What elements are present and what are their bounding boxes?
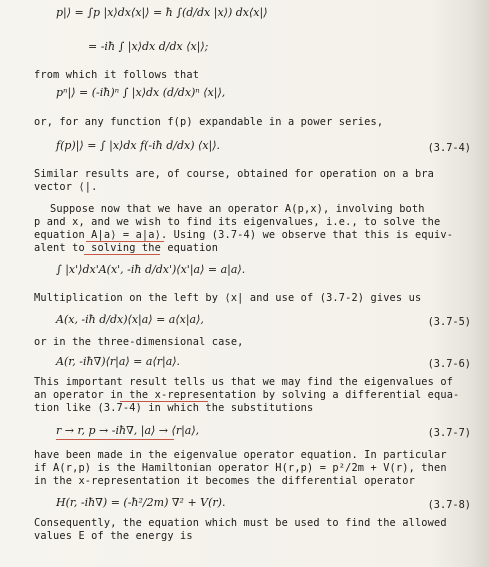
text-line: vector ⟨|. [34,181,98,193]
equation-eigen-r: A(r, -iħ∇)⟨r|a⟩ = a⟨r|a⟩. [56,355,181,368]
text-line: Consequently, the equation which must be used to find the allowed [34,517,447,529]
text-line: from which it follows that [34,69,200,81]
text-line: in the x-representation it becomes the differential operator [34,475,415,487]
text-line: or, for any function f(p) expandable in a power series, [34,116,384,128]
text-line: have been made in the eigenvalue operator equation. In particular [34,449,447,461]
text-line: Similar results are, of course, obtained for operation on a bra [34,168,435,180]
equation-eigen-integral: ∫ |x'⟩dx'A(x', -iħ d/dx')⟨x'|a⟩ = a|a⟩. [56,263,246,276]
equation-substitutions: r → r, p → -iħ∇, |a⟩ → ⟨r|a⟩, [56,424,200,437]
equation-number: (3.7-7) [427,427,471,439]
equation-p-ket-continued: = -iħ ∫ |x⟩dx d/dx ⟨x|⟩; [88,40,209,53]
equation-pn-ket: pⁿ|⟩ = (-iħ)ⁿ ∫ |x⟩dx (d/dx)ⁿ ⟨x|⟩, [56,86,226,99]
text-line: tion like (3.7-4) in which the substitutions [34,402,314,414]
equation-number: (3.7-5) [427,316,471,328]
equation-number: (3.7-6) [427,358,471,370]
equation-hamiltonian: H(r, -iħ∇) = (-ħ²/2m) ∇² + V(r). [56,496,226,509]
text-line: an operator in the x-representation by solving a differential equa- [34,389,460,401]
text-line: p and x, and we wish to find its eigenvalues, i.e., to solve the [34,216,441,228]
text-line: values E of the energy is [34,530,193,542]
text-line: alent to solving the equation [34,242,219,254]
text-line: This important result tells us that we may find the eigenvalues of [34,376,454,388]
equation-number: (3.7-4) [427,142,471,154]
equation-p-ket: p|⟩ = ∫p |x⟩dx⟨x|⟩ = ħ ∫(d/dx |x⟩) dx⟨x|⟩ [56,6,268,19]
equation-number: (3.7-8) [427,499,471,511]
text-line: or in the three-dimensional case, [34,336,244,348]
red-underline-mark [84,254,160,255]
text-line: Suppose now that we have an operator A(p,x), involving both [50,203,425,215]
text-line-underlined: equation A|a⟩ = a|a⟩. Using (3.7-4) we observe that this is equiv- [34,229,454,241]
equation-eigen-x: A(x, -iħ d/dx)⟨x|a⟩ = a⟨x|a⟩, [56,313,204,326]
equation-f-of-p: f(p)|⟩ = ∫ |x⟩dx f(-iħ d/dx) ⟨x|⟩. [56,139,221,152]
text-line: if A(r,p) is the Hamiltonian operator H(r,p) = p²/2m + V(r), then [34,462,447,474]
red-underline-mark [56,439,174,440]
text-line: Multiplication on the left by ⟨x| and use of (3.7-2) gives us [34,292,422,304]
